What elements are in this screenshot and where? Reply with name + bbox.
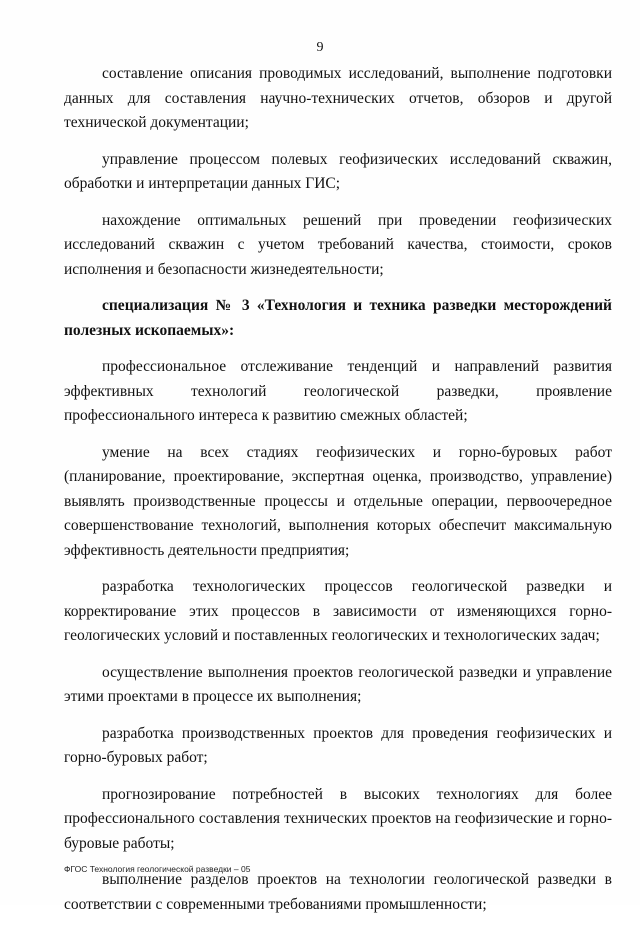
page-number: 9: [316, 40, 324, 55]
paragraph: разработка производственных проектов для проведения геофизических и горно-буровых работ;: [64, 724, 612, 766]
paragraph: профессиональное отслеживание тенденций и направлений развития эффективных технологий геологической разведки, проявление профессионального интереса к развитию смежных областей;: [64, 358, 612, 424]
page-body: [64, 62, 612, 929]
paragraph: осуществление выполнения проектов геологической разведки и управление этими проектами в процессе их выполнения;: [64, 663, 612, 705]
paragraph: разработка технологических процессов геологической разведки и корректирование этих процессов в зависимости от изменяющихся горно-геологических условий и поставленных геологических и технологических задач;: [64, 578, 612, 644]
paragraph: выполнение разделов проектов на технологии геологической разведки в соответствии с современными требованиями промышленности;: [64, 871, 612, 913]
paragraph: нахождение оптимальных решений при проведении геофизических исследований скважин с учетом требований качества, стоимости, сроков исполнения и безопасности жизнедеятельности;: [64, 211, 612, 278]
page-footer: ФГОС Технология геологической разведки – 05: [64, 864, 251, 874]
paragraph: составление описания проводимых исследований, выполнение подготовки данных для составления научно-технических отчетов, обзоров и другой технической документации;: [64, 65, 612, 131]
paragraph: умение на всех стадиях геофизических и горно-буровых работ (планирование, проектирование, экспертная оценка, производство, управление) выявлять производственные процессы и отдельные операции, первоочередное совершенствование технологий, выполнения которых обеспечит максимальную эффективность деятельности предприятия;: [64, 443, 612, 559]
specialization-heading: специализация № 3 «Технология и техника разведки месторождений полезных ископаемых»:: [64, 297, 612, 339]
paragraph: прогнозирование потребностей в высоких технологиях для более профессионального составления технических проектов на геофизические и горно-буровые работы;: [64, 785, 612, 852]
paragraph: управление процессом полевых геофизических исследований скважин, обработки и интерпретации данных ГИС;: [64, 150, 612, 192]
